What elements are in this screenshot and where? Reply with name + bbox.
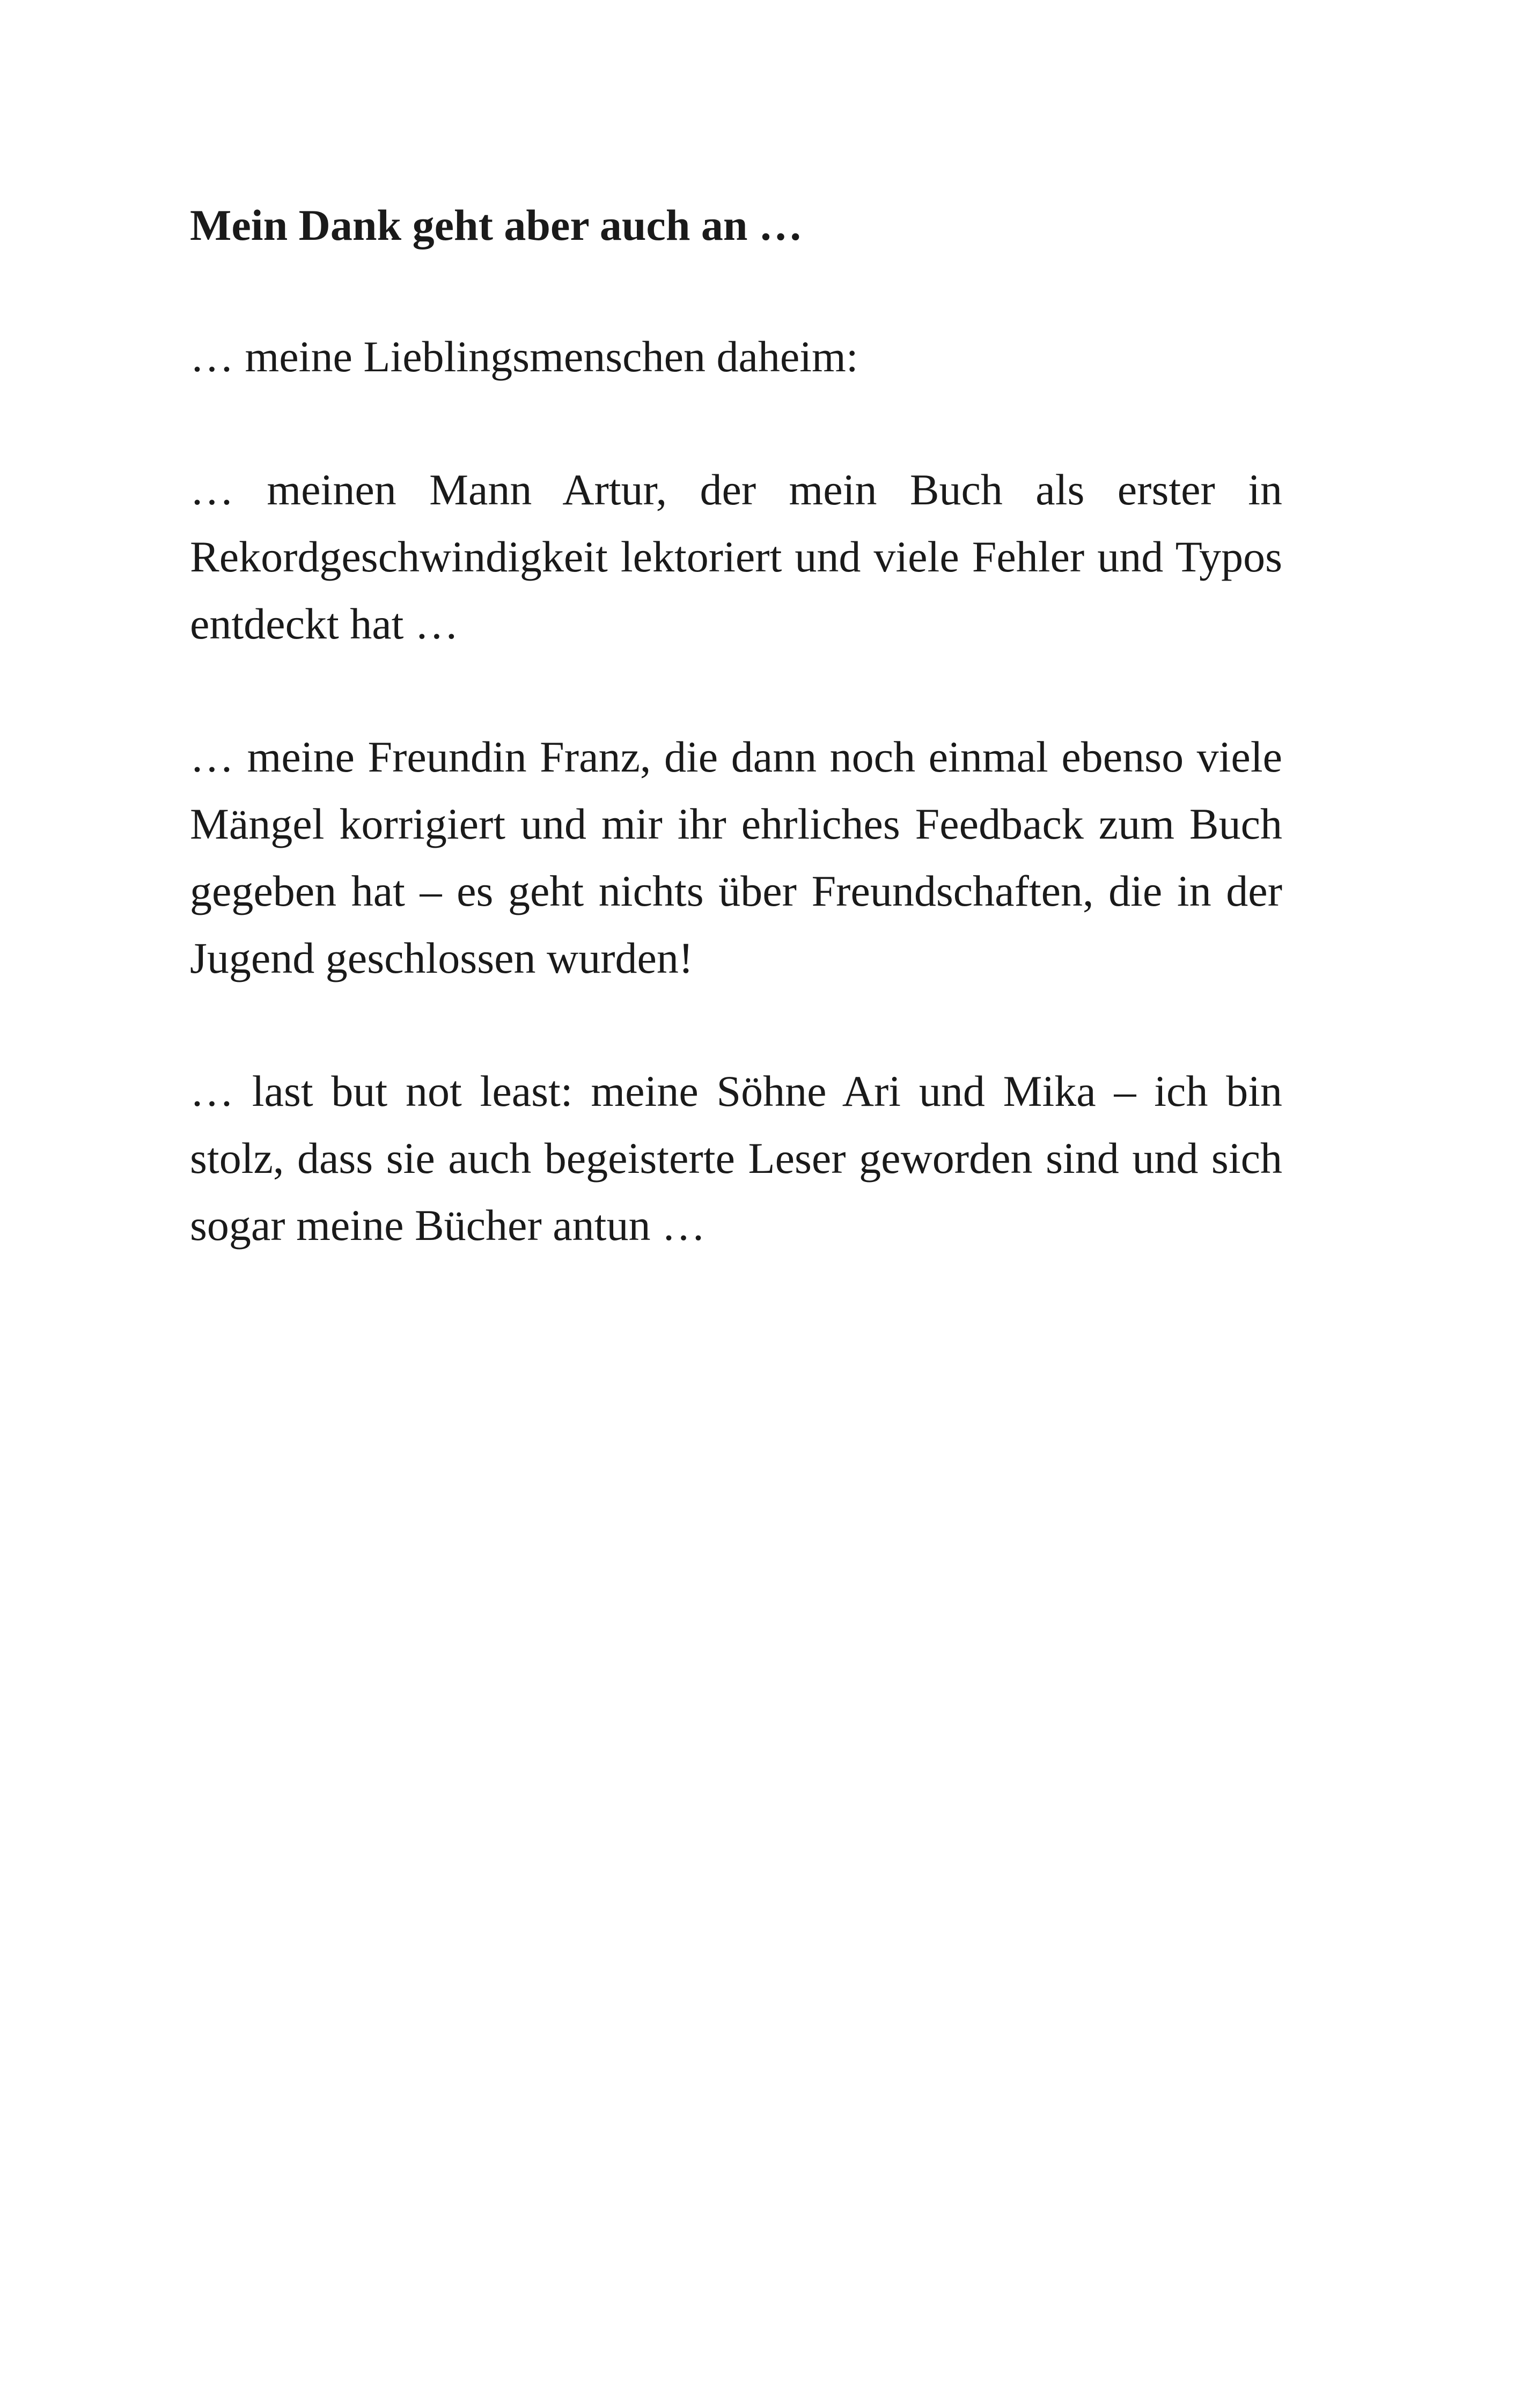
- paragraph-sons-ari-mika: … last but not least: meine Söhne Ari und Mika – ich bin stolz, dass sie auch begeisterte Leser geworden sind und sich sogar meine Bücher antun …: [190, 1067, 1282, 1250]
- paragraph-friend-franz: … meine Freundin Franz, die dann noch einmal ebenso viele Mängel korrigiert und mir ihr ehrliches Feedback zum Buch gegeben hat – es geht nichts über Freundschaften, die in der Jugend geschlossen wurden!: [190, 732, 1282, 982]
- acknowledgements-text: [190, 193, 1282, 1259]
- paragraph-husband-artur: … meinen Mann Artur, der mein Buch als erster in Rekordgeschwindigkeit lektoriert und viele Fehler und Typos entdeckt hat …: [190, 465, 1282, 648]
- paragraph-family-intro: … meine Lieblingsmenschen daheim:: [190, 332, 858, 381]
- section-heading: Mein Dank geht aber auch an …: [190, 201, 803, 249]
